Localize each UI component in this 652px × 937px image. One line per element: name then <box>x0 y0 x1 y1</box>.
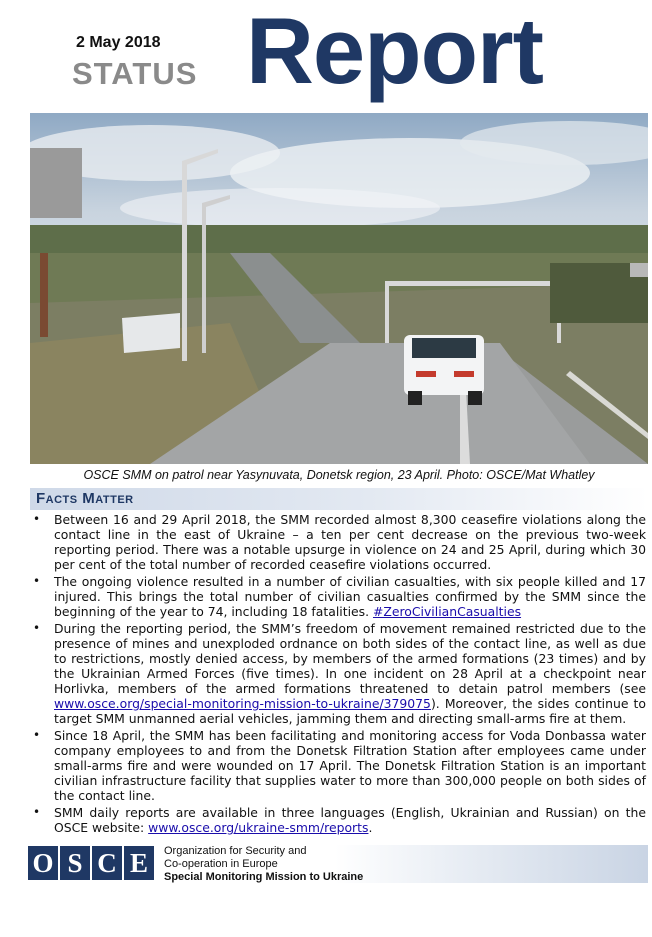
org-line-3: Special Monitoring Mission to Ukraine <box>164 871 364 883</box>
fact-item-4 <box>30 728 646 803</box>
fact-text: ). Moreover, the sides continue to target SMM unmanned aerial vehicles, jamming them and directing small-arms fire at them. <box>54 696 646 726</box>
org-line-1: Organization for Security and <box>164 845 307 857</box>
fact-text: The ongoing violence resulted in a number of civilian casualties, with six people killed and 17 injured. This brings the total number of civilian casualties confirmed by the SMM since the beginning of the year to 74, including 18 fatalities. <box>54 574 646 619</box>
smm-incident-link[interactable]: www.osce.org/special-monitoring-mission-to-ukraine/379075 <box>54 696 431 711</box>
fact-text: SMM daily reports are available in three languages (English, Ukrainian and Russian) on the OSCE website: <box>54 805 646 835</box>
fact-text: Since 18 April, the SMM has been facilitating and monitoring access for Voda Donbassa water company employees to and from the Donetsk Filtration Station after employees came under small-arms fire and were wounded on 17 April. The Donetsk Filtration Station is an important civilian infrastructure facility that supplies water to more than 300,000 people on both sides of the contact line. <box>54 728 646 803</box>
status-label: STATUS <box>72 56 198 91</box>
fact-text: Between 16 and 29 April 2018, the SMM recorded almost 8,300 ceasefire violations along the contact line in the east of Ukraine – a ten per cent decrease on the previous two-week reporting period. There was a notable upsurge in violence on 24 and 25 April, during which 30 per cent of the total number of recorded ceasefire violations occurred. <box>54 512 646 572</box>
fact-item-5 <box>30 805 646 835</box>
osce-logo <box>28 846 154 880</box>
fact-item-3 <box>30 621 646 726</box>
fact-text: . <box>368 820 373 835</box>
logo-letter: E <box>124 846 154 880</box>
fact-item-1 <box>30 512 646 572</box>
report-date: 2 May 2018 <box>76 34 161 51</box>
fact-text: During the reporting period, the SMM’s freedom of movement remained restricted due to the presence of mines and unexploded ordnance on both sides of the contact line, as well as due to restrictions, mostly denied access, by members of the armed formations (23 times) and by the Ukrainian Armed Forces (five times). In one incident on 28 April at a checkpoint near Horlivka, members of the armed formations threatened to detain patrol members (see <box>54 621 646 696</box>
facts-list <box>30 512 646 837</box>
photo-caption: OSCE SMM on patrol near Yasynuvata, Donetsk region, 23 April. Photo: OSCE/Mat Whatley <box>83 468 595 482</box>
patrol-photo <box>30 113 648 464</box>
organization-name <box>164 845 363 884</box>
logo-letter: C <box>92 846 122 880</box>
report-title: Report <box>246 0 543 103</box>
smm-reports-link[interactable]: www.osce.org/ukraine-smm/reports <box>148 820 369 835</box>
logo-letter: S <box>60 846 90 880</box>
zero-civilian-casualties-link[interactable]: #ZeroCivilianCasualties <box>372 604 522 619</box>
logo-letter: O <box>28 846 58 880</box>
facts-title: Facts Matter <box>36 490 134 507</box>
fact-item-2 <box>30 574 646 619</box>
org-line-2: Co-operation in Europe <box>164 858 278 870</box>
